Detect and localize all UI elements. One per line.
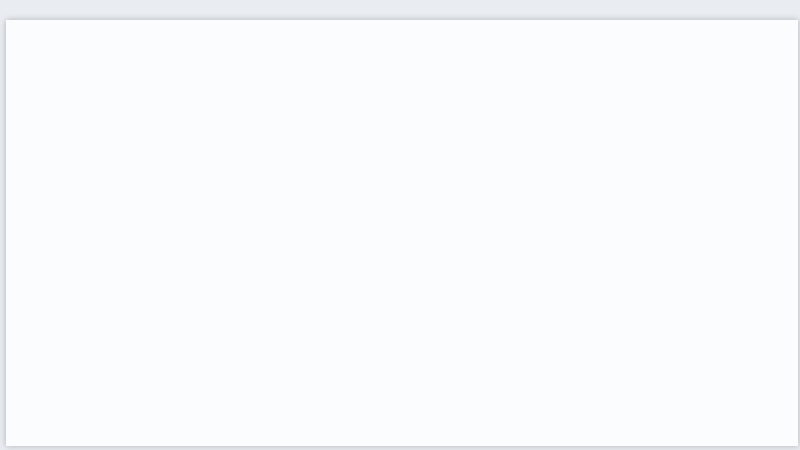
document-page xyxy=(6,20,798,446)
